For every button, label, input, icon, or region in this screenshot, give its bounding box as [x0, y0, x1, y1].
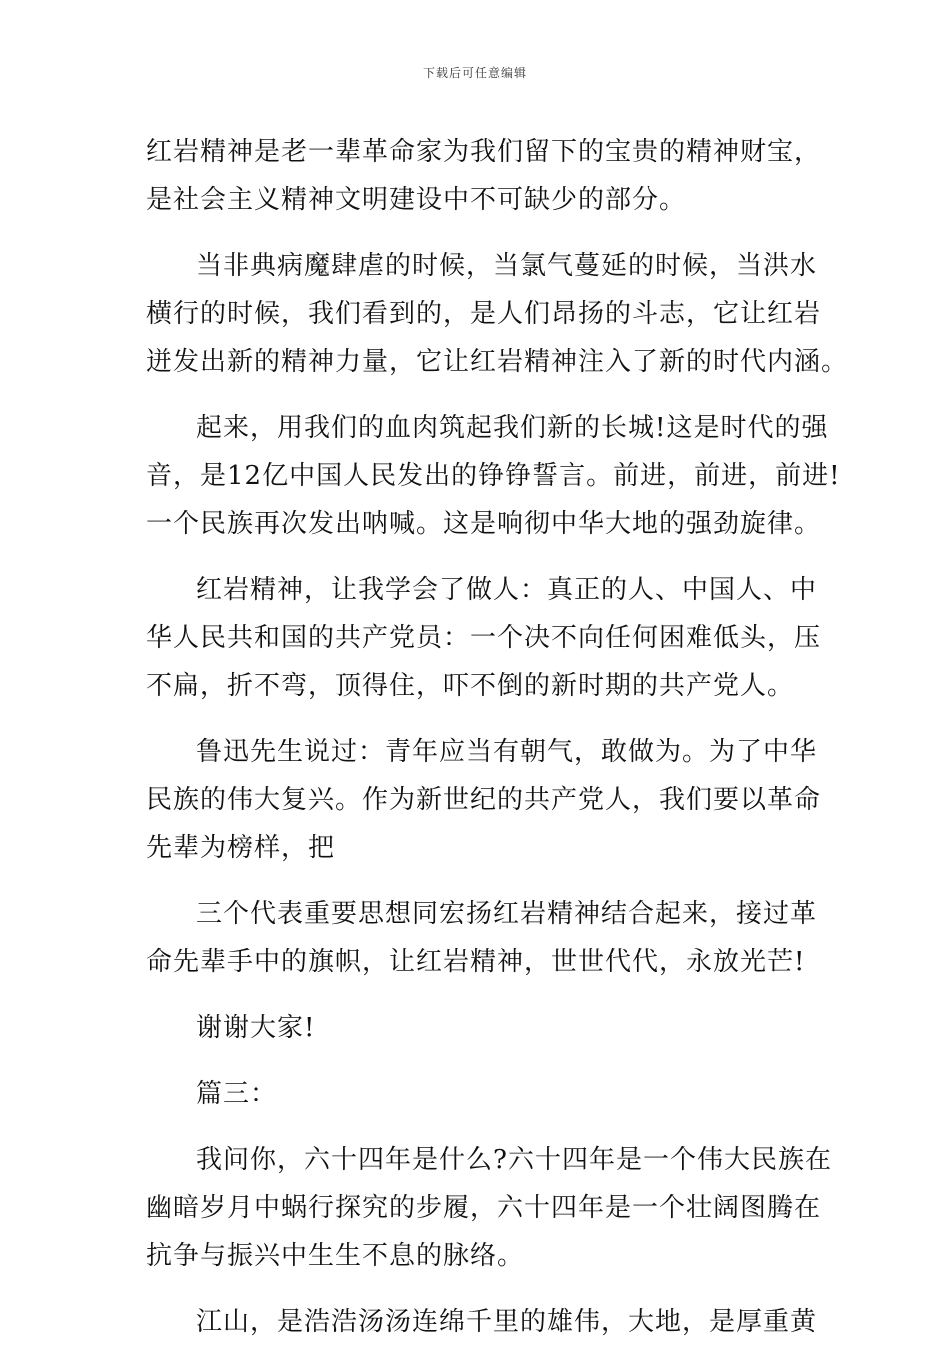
text-line: 起来，用我们的血肉筑起我们新的长城!这是时代的强 [196, 413, 829, 443]
text-line: 当非典病魔肆虐的时候，当氯气蔓延的时候，当洪水 [196, 251, 818, 281]
section-heading: 篇三： [196, 1079, 278, 1109]
text-line: 迸发出新的精神力量，它让红岩精神注入了新的时代内涵。 [146, 347, 849, 377]
text-line: 横行的时候，我们看到的，是人们昂扬的斗志，它让红岩 [146, 299, 822, 329]
text-line: 抗争与振兴中生生不息的脉络。 [146, 1241, 525, 1271]
text-line: 红岩精神是老一辈革命家为我们留下的宝贵的精神财宝， [146, 137, 822, 167]
text-line: 一个民族再次发出呐喊。这是响彻中华大地的强劲旋律。 [146, 509, 822, 539]
text-line: 我问你，六十四年是什么?六十四年是一个伟大民族在 [196, 1145, 832, 1175]
text-line: 华人民共和国的共产党员：一个决不向任何困难低头，压 [146, 623, 822, 653]
text-line: 三个代表重要思想同宏扬红岩精神结合起来，接过革 [196, 899, 818, 929]
document-body [146, 128, 849, 1346]
text-line: 音，是12亿中国人民发出的铮铮誓言。前进，前进，前进! [146, 461, 841, 491]
text-line: 谢谢大家! [196, 1013, 316, 1043]
text-line: 幽暗岁月中蜗行探究的步履，六十四年是一个壮阔图腾在 [146, 1193, 822, 1223]
text-line: 鲁迅先生说过：青年应当有朝气，敢做为。为了中华 [196, 737, 818, 767]
text-line: 是社会主义精神文明建设中不可缺少的部分。 [146, 185, 687, 215]
text-line: 先辈为榜样，把 [146, 833, 336, 863]
text-line: 不扁，折不弯，顶得住，吓不倒的新时期的共产党人。 [146, 671, 795, 701]
text-line: 江山，是浩浩汤汤连绵千里的雄伟，大地，是厚重黄 [196, 1307, 818, 1337]
text-line: 红岩精神，让我学会了做人：真正的人、中国人、中 [196, 575, 818, 605]
text-line: 民族的伟大复兴。作为新世纪的共产党人，我们要以革命 [146, 785, 822, 815]
text-line: 命先辈手中的旗帜，让红岩精神，世世代代，永放光芒! [146, 947, 806, 977]
page-header-note: 下载后可任意编辑 [422, 66, 527, 80]
